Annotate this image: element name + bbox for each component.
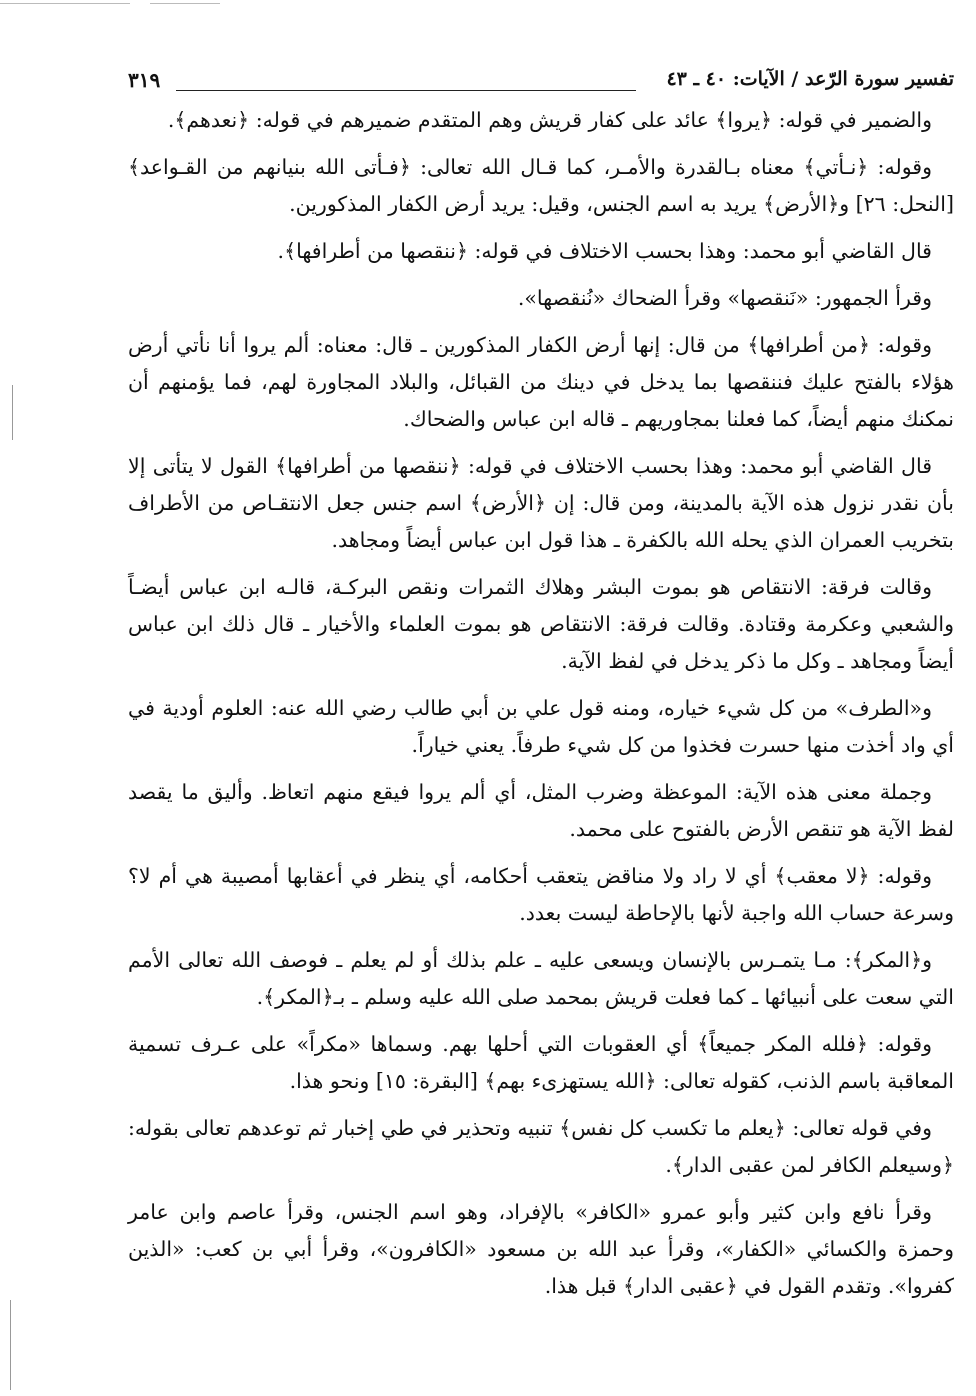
paragraph: وقرأ الجمهور: «نَنقصها» وقرأ الضحاك «نُنقصها».	[517, 286, 932, 310]
book-page	[128, 62, 954, 1315]
paragraph: وقرأ نافع وابن كثير وأبو عمرو «الكافر» بالإفراد، وهو اسم الجنس، وقرأ عاصم وابن عامر وحمزة والكسائي «الكفار»، وقرأ عبد الله بن مسعود «الكافرون»، وقرأ أبي بن كعب: «الذين كفروا». وتقدم القول في ﴿عقبى الدار﴾ قبل هذا.	[128, 1200, 954, 1298]
page-body	[128, 102, 954, 1305]
paragraph: والضمير في قوله: ﴿يروا﴾ عائد على كفار قريش وهم المتقدم ضميرهم في قوله: ﴿نعدهم﴾.	[167, 108, 932, 132]
paragraph: وقالت فرقة: الانتقاص هو بموت البشر وهلاك الثمرات ونقص البركـة، قالـه ابن عباس أيضـاً والشعبي وعكرمة وقتادة. وقالت فرقة: الانتقاص هو بموت العلماء والأخيار ـ قال ذلك ابن عباس أيضاً ومجاهد ـ وكل ما ذكر يدخل في لفظ الآية.	[128, 575, 954, 673]
paragraph: قال القاضي أبو محمد: وهذا بحسب الاختلاف في قوله: ﴿ننقصها من أطرافها﴾.	[277, 239, 932, 263]
page-number: ٣١٩	[128, 68, 161, 92]
paragraph: و﴿المكر﴾: مـا يتمـرس بالإنسان ويسعى عليه ـ علم بذلك أو لم يعلم ـ فوصف الله تعالى الأمم التي سعت على أنبيائها ـ كما فعلت قريش بمحمد صلى الله عليه وسلم ـ بـ﴿المكر﴾.	[128, 948, 954, 1009]
scan-edge-top-mid	[150, 3, 220, 4]
paragraph: وقوله: ﴿نـأتي﴾ معناه بـالقدرة والأمـر، كما قـال الله تعالى: ﴿فـأتى الله بنيانهم من القـواعد﴾ [النحل: ٢٦] و﴿الأرض﴾ يريد به اسم الجنس، وقيل: يريد أرض الكفار المذكورين.	[128, 155, 954, 216]
paragraph: وقوله: ﴿من أطرافها﴾ من قال: إنها أرض الكفار المذكورين ـ قال: معناه: ألم يروا أنا نأتي أرض هؤلاء بالفتح عليك فننقصها بما يدخل في دينك من القبائل، والبلاد المجاورة لهم، فما يؤمنهم أن نمكنك منهم أيضاً، كما فعلنا بمجاوريهم ـ قاله ابن عباس والضحاك.	[128, 333, 954, 431]
page-header	[128, 62, 954, 102]
paragraph: قال القاضي أبو محمد: وهذا بحسب الاختلاف في قوله: ﴿ننقصها من أطرافها﴾ القول لا يتأتى إلا بأن نقدر نزول هذه الآية بالمدينة، ومن قال: إن ﴿الأرض﴾ اسم جنس جعل الانتقـاص من الأطراف بتخريب العمران الذي يحله الله بالكفرة ـ هذا قول ابن عباس أيضاً ومجاهد.	[128, 454, 954, 552]
paragraph: وقوله: ﴿لا معقب﴾ أي لا راد ولا مناقض يتعقب أحكامه، أي ينظر في أعقابها أمصيبة هي أم لا؟ وسرعة حساب الله واجبة لأنها بالإحاطة ليست بعدد.	[128, 864, 954, 925]
scan-edge-top-left	[0, 3, 130, 4]
gutter-line-top	[12, 385, 13, 440]
gutter-line-bottom	[10, 1300, 11, 1390]
paragraph: و«الطرف» من كل شيء خياره، ومنه قول علي بن أبي طالب رضي الله عنه: العلوم أودية في أي واد أخذت منها حسرت فخذوا من كل شيء طرفاً. يعني خياراً.	[128, 696, 954, 757]
header-rule	[176, 90, 636, 91]
running-title: تفسير سورة الرّعد / الآيات: ٤٠ ـ ٤٣	[666, 68, 954, 90]
paragraph: وفي قوله تعالى: ﴿يعلم ما تكسب كل نفس﴾ تنبيه وتحذير في طي إخبار ثم توعدهم تعالى بقوله: ﴿وسيعلم الكافر لمن عقبى الدار﴾.	[128, 1116, 954, 1177]
paragraph: وقوله: ﴿فلله المكر جميعاً﴾ أي العقوبات التي أحلها بهم. وسماها «مكراً» على عـرف تسمية المعاقبة باسم الذنب، كقوله تعالى: ﴿الله يستهزىء بهم﴾ [البقرة: ١٥] ونحو هذا.	[128, 1032, 954, 1093]
paragraph: وجملة معنى هذه الآية: الموعظة وضرب المثل، أي ألم يروا فيقع منهم اتعاظ. وأليق ما يقصد لفظ الآية هو تنقص الأرض بالفتوح على محمد.	[128, 780, 954, 841]
